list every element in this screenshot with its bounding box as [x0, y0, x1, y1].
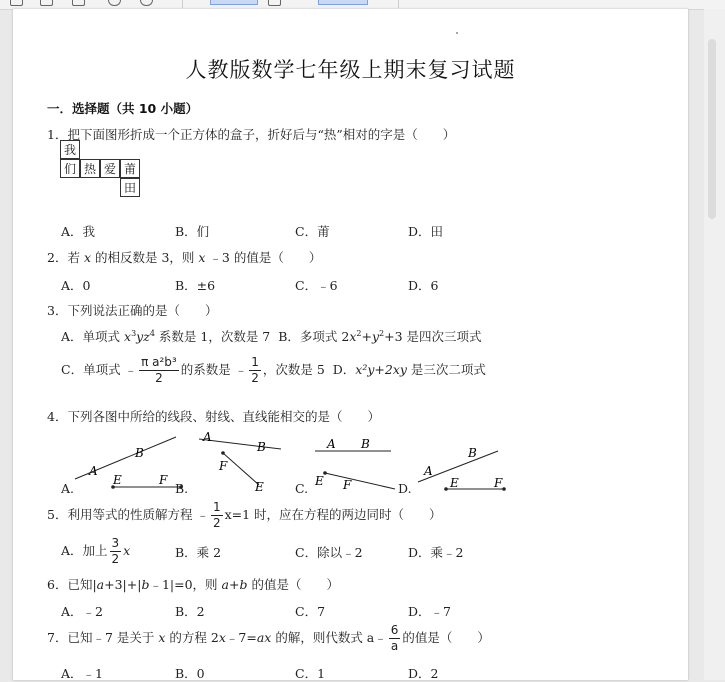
q3-a-sup: 4	[149, 328, 155, 338]
net-cell: 们	[60, 159, 80, 178]
q4-option-a-label: A.	[61, 481, 75, 496]
fraction-denominator: a	[390, 639, 399, 653]
q6-text: ﹣1|=0，则	[149, 577, 222, 592]
q2-option-d[interactable]: D．6	[408, 278, 439, 293]
q4-figure-d[interactable]	[398, 427, 528, 501]
q3-a-sup: 3	[131, 328, 137, 338]
page-title: 人教版数学七年级上期末复习试题	[185, 58, 516, 82]
net-cell: 我	[60, 140, 80, 159]
q7-option-d[interactable]: D．2	[408, 666, 439, 681]
q3-b-term: y	[371, 329, 380, 344]
q5-a-text: A．加上	[61, 543, 108, 558]
net-cell: 热	[80, 159, 100, 178]
question-3: 3．下列说法正确的是（ ）	[47, 303, 218, 318]
q7-var: x	[158, 630, 166, 645]
label-a: A	[203, 430, 212, 444]
label-b: B	[257, 440, 266, 454]
q6-var: b	[141, 577, 150, 592]
fraction-numerator: 1	[212, 500, 221, 514]
q6-var: a	[96, 577, 105, 592]
scrollbar-thumb[interactable]	[708, 39, 716, 219]
q4-figure-b[interactable]	[175, 427, 295, 501]
section-heading: 一．选择题（共 10 小题）	[47, 101, 199, 116]
toolbar-style-button[interactable]	[318, 0, 368, 5]
q7-text: 的值是（ ）	[402, 630, 490, 645]
toolbar-separator	[398, 0, 399, 8]
q7-option-b[interactable]: B．0	[175, 666, 205, 681]
ray-ef	[325, 473, 395, 489]
q2-option-c[interactable]: C．﹣6	[295, 278, 338, 293]
q3-c-sign: ﹣	[234, 362, 248, 377]
q1-option-d[interactable]: D．田	[408, 224, 444, 239]
q3-c-text: 的系数是	[180, 362, 235, 377]
toolbar-paint-icon[interactable]	[268, 0, 281, 6]
question-4: 4．下列各图中所给的线段、射线、直线能相交的是（ ）	[47, 409, 380, 424]
toolbar-separator	[182, 0, 183, 8]
toolbar-redo-icon[interactable]	[140, 0, 153, 6]
document-page	[13, 9, 688, 680]
q1-option-c[interactable]: C．莆	[295, 224, 330, 239]
label-b: B	[135, 446, 144, 460]
vertical-scrollbar[interactable]	[704, 9, 725, 680]
label-b: B	[468, 446, 477, 460]
q5-option-b[interactable]: B．乘 2	[175, 545, 222, 560]
q6-option-a[interactable]: A．﹣2	[61, 604, 103, 619]
q5-text: x=1 时，应在方程的两边同时（ ）	[224, 507, 442, 522]
q2-var: x	[83, 250, 91, 265]
q4-figure-c-svg	[295, 427, 415, 497]
q4-option-b-label: B.	[175, 481, 189, 496]
q4-figure-b-svg	[175, 427, 295, 497]
q3-c-fraction	[249, 355, 261, 386]
q7-var: ax	[256, 630, 272, 645]
ray-fe	[223, 453, 259, 485]
toolbar-print-icon[interactable]	[40, 0, 53, 6]
q3-options-ab	[61, 327, 482, 345]
net-cell: 莆	[120, 159, 140, 178]
q3-a-term: x	[124, 329, 132, 344]
q3-b-sup: 2	[356, 328, 362, 338]
q5-sign: ﹣	[196, 507, 209, 522]
q6-option-d[interactable]: D．﹣7	[408, 604, 451, 619]
label-a: A	[424, 464, 433, 478]
q6-option-b[interactable]: B．2	[175, 604, 205, 619]
q7-text: 的方程 2	[165, 630, 219, 645]
toolbar-undo-icon[interactable]	[108, 0, 121, 6]
q3-b-term: x	[349, 329, 357, 344]
fraction-denominator: 2	[111, 552, 120, 566]
q5-option-a[interactable]	[61, 536, 130, 567]
fraction-numerator: π a²b³	[141, 355, 177, 369]
q6-option-c[interactable]: C．7	[295, 604, 326, 619]
question-5	[47, 500, 442, 531]
q3-b-text: +	[361, 329, 372, 344]
q3-option-d[interactable]	[333, 362, 486, 377]
q3-d-text: 是三次二项式	[406, 362, 486, 377]
point-f	[502, 487, 506, 491]
q7-var: x	[218, 630, 226, 645]
label-b: B	[361, 437, 370, 451]
label-e: E	[315, 474, 324, 488]
label-f: F	[343, 478, 352, 492]
label-f: F	[159, 473, 168, 487]
q4-option-c-label: C.	[295, 481, 309, 496]
q3-c-sign: ﹣	[124, 362, 138, 377]
q4-figure-c[interactable]	[295, 427, 415, 501]
q4-figure-a[interactable]	[61, 427, 181, 501]
label-a: A	[89, 464, 98, 478]
label-e: E	[113, 473, 122, 487]
q7-text: 7．已知﹣7 是关于	[47, 630, 159, 645]
label-e: E	[450, 476, 459, 490]
q3-b-sup: 2	[379, 328, 385, 338]
q2-text: 的相反数是 3，则	[91, 250, 199, 265]
toolbar-preview-icon[interactable]	[72, 0, 85, 6]
q5-option-d[interactable]: D．乘﹣2	[408, 545, 464, 560]
q6-text: +3|+|	[104, 577, 142, 592]
q5-option-c[interactable]: C．除以﹣2	[295, 545, 363, 560]
question-7	[47, 623, 490, 654]
q5-text: 5．利用等式的性质解方程	[47, 507, 197, 522]
label-e: E	[255, 480, 264, 494]
q1-option-a[interactable]: A．我	[61, 224, 96, 239]
toolbar-format-button[interactable]	[210, 0, 258, 5]
q2-option-b[interactable]: B．±6	[175, 278, 216, 293]
fraction-denominator: 2	[251, 371, 259, 385]
q7-fraction	[389, 623, 401, 654]
q4-option-d-label: D.	[398, 481, 412, 496]
q2-text: ﹣3 的值是（ ）	[205, 250, 322, 265]
question-6	[47, 575, 339, 593]
net-cell: 田	[120, 178, 140, 197]
fraction-numerator: 3	[111, 536, 120, 550]
q3-option-a[interactable]	[61, 329, 270, 344]
label-f: F	[219, 459, 228, 473]
q3-c-text: C．单项式	[61, 362, 125, 377]
q3-a-text: 系数是 1，次数是 7	[154, 329, 271, 344]
q6-var: a+b	[221, 577, 248, 592]
q5-fraction	[211, 500, 223, 531]
q2-option-a[interactable]: A．0	[61, 278, 91, 293]
q3-c-fraction	[139, 355, 179, 386]
page-dot-mark	[456, 32, 458, 34]
label-f: F	[494, 476, 503, 490]
point-f	[221, 451, 225, 455]
fraction-denominator: 2	[212, 516, 221, 530]
fraction-denominator: 2	[155, 371, 163, 385]
q2-text: 2．若	[47, 250, 84, 265]
q3-b-text: +3 是四次三项式	[384, 329, 482, 344]
q3-option-c[interactable]	[61, 355, 325, 385]
label-a: A	[327, 437, 336, 451]
point-e	[444, 487, 448, 491]
q4-figure-d-svg	[408, 427, 528, 497]
net-cell: 爱	[100, 159, 120, 178]
q2-var: x	[198, 250, 206, 265]
q3-c-text: ，次数是 5	[262, 362, 325, 377]
q3-d-text: D．	[332, 362, 356, 377]
fraction-numerator: 6	[390, 623, 399, 637]
q7-option-a[interactable]: A．﹣1	[61, 666, 103, 681]
q7-option-c[interactable]: C．1	[295, 666, 326, 681]
q3-options-cd	[61, 355, 486, 386]
q6-text: 6．已知|	[47, 577, 97, 592]
q6-text: 的值是（ ）	[247, 577, 339, 592]
q4-figure-a-svg	[61, 427, 181, 497]
q5-a-var: x	[123, 543, 131, 558]
question-1: 1．把下面图形折成一个正方体的盒子，折好后与“热”相对的字是（ ）	[47, 127, 456, 142]
q3-option-b[interactable]	[278, 329, 481, 344]
q7-text: 的解，则代数式 a﹣	[271, 630, 387, 645]
fraction-numerator: 1	[251, 355, 259, 369]
q5-a-fraction	[110, 536, 122, 567]
q3-b-text: B．多项式 2	[278, 329, 350, 344]
toolbar-save-icon[interactable]	[10, 0, 23, 6]
question-2	[47, 248, 321, 266]
q1-option-b[interactable]: B．们	[175, 224, 210, 239]
q3-d-expr: x²y+2xy	[355, 362, 407, 377]
q3-a-term: yz	[136, 329, 150, 344]
q3-a-text: A．单项式	[61, 329, 125, 344]
q7-text: ﹣7=	[225, 630, 257, 645]
